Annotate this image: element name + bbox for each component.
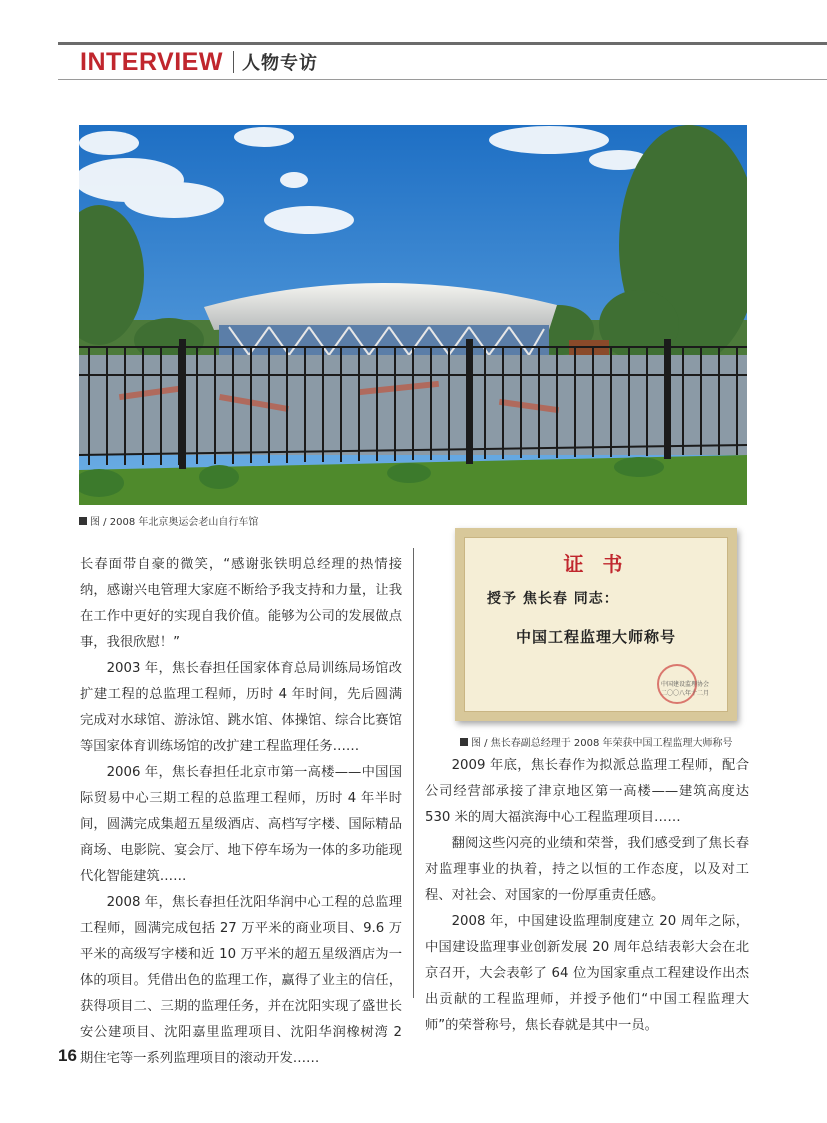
photo-caption bbox=[79, 513, 258, 528]
paragraph: 翻阅这些闪亮的业绩和荣誉，我们感受到了焦长春对监理事业的执着，持之以恒的工作态度，以及对工程、对社会、对国家的一份厚重责任感。 bbox=[425, 836, 749, 903]
certificate-title: 证 书 bbox=[563, 552, 629, 576]
caption-prefix: 图 / bbox=[90, 517, 110, 528]
header-bottom-rule bbox=[58, 79, 827, 80]
certificate-date: 二〇〇八年十二月 bbox=[660, 690, 709, 697]
page-number: 16 bbox=[58, 1046, 77, 1065]
caption-bullet-icon bbox=[79, 517, 87, 525]
paragraph: 2003 年，焦长春担任国家体育总局训练局场馆改扩建工程的总监理工程师，历时 4 年时间，先后圆满完成对水球馆、游泳馆、跳水馆、体操馆、综合比赛馆等国家体育训练场馆的改扩建工程监理任务…… bbox=[80, 661, 402, 754]
photo-caption-text: 2008 年北京奥运会老山自行车馆 bbox=[109, 517, 259, 528]
paragraph: 2008 年，焦长春担任沈阳华润中心工程的总监理工程师，圆满完成包括 27 万平米的商业项目、9.6 万平米的高级写字楼和近 10 万平米的超五星级酒店为一体的项目。凭借出色的监理工作，赢得了业主的信任，获得项目二、三期的监理任务，并在沈阳实现了盛世长安公建项目、沈阳嘉里监理项目、沈阳华润橡树湾 2 期住宅等一系列监理项目的滚动开发…… bbox=[80, 895, 402, 1066]
velodrome-photo bbox=[79, 125, 747, 505]
caption-prefix: 图 / bbox=[471, 738, 491, 749]
certificate-issuer-name: 中国建设监理协会 bbox=[660, 681, 709, 688]
paragraph: 2006 年，焦长春担任北京市第一高楼——中国国际贸易中心三期工程的总监理工程师，历时 4 年半时间，圆满完成集超五星级酒店、高档写字楼、国际精品商场、电影院、宴会厅、地下停车场为一体的多功能现代化智能建筑…… bbox=[80, 765, 402, 884]
caption-bullet-icon bbox=[460, 738, 468, 746]
section-title-en: INTERVIEW bbox=[80, 47, 223, 76]
left-column bbox=[80, 552, 402, 1072]
certificate-photo bbox=[455, 528, 737, 721]
section-title-cn: 人物专访 bbox=[241, 53, 318, 74]
certificate-caption bbox=[460, 734, 733, 749]
section-header bbox=[80, 48, 318, 76]
right-column bbox=[425, 753, 749, 1039]
paragraph: 长春面带自豪的微笑，“感谢张铁明总经理的热情接纳，感谢兴电管理大家庭不断给予我支持和力量，让我在工作中更好的实现自我价值。能够为公司的发展做点事，我很欣慰！” bbox=[80, 557, 402, 650]
column-divider bbox=[413, 548, 414, 998]
paragraph: 2008 年，中国建设监理制度建立 20 周年之际，中国建设监理事业创新发展 20 周年总结表彰大会在北京召开，大会表彰了 64 位为国家重点工程建设作出杰出贡献的工程监理师，并授予他们“中国工程监理大师”的荣誉称号，焦长春就是其中一员。 bbox=[425, 914, 749, 1033]
header-divider bbox=[233, 51, 234, 73]
paragraph: 2009 年底，焦长春作为拟派总监理工程师，配合公司经营部承接了津京地区第一高楼——建筑高度达 530 米的周大福滨海中心工程监理项目…… bbox=[425, 758, 749, 825]
certificate-caption-text: 焦长春副总经理于 2008 年荣获中国工程监理大师称号 bbox=[490, 738, 733, 749]
certificate-recipient: 授予 焦长春 同志： bbox=[487, 591, 619, 607]
header-top-rule bbox=[58, 42, 827, 45]
velodrome-illustration bbox=[79, 125, 747, 505]
certificate-issuer bbox=[661, 680, 709, 698]
certificate-sheet bbox=[464, 537, 728, 712]
certificate-honor: 中国工程监理大师称号 bbox=[515, 628, 676, 646]
